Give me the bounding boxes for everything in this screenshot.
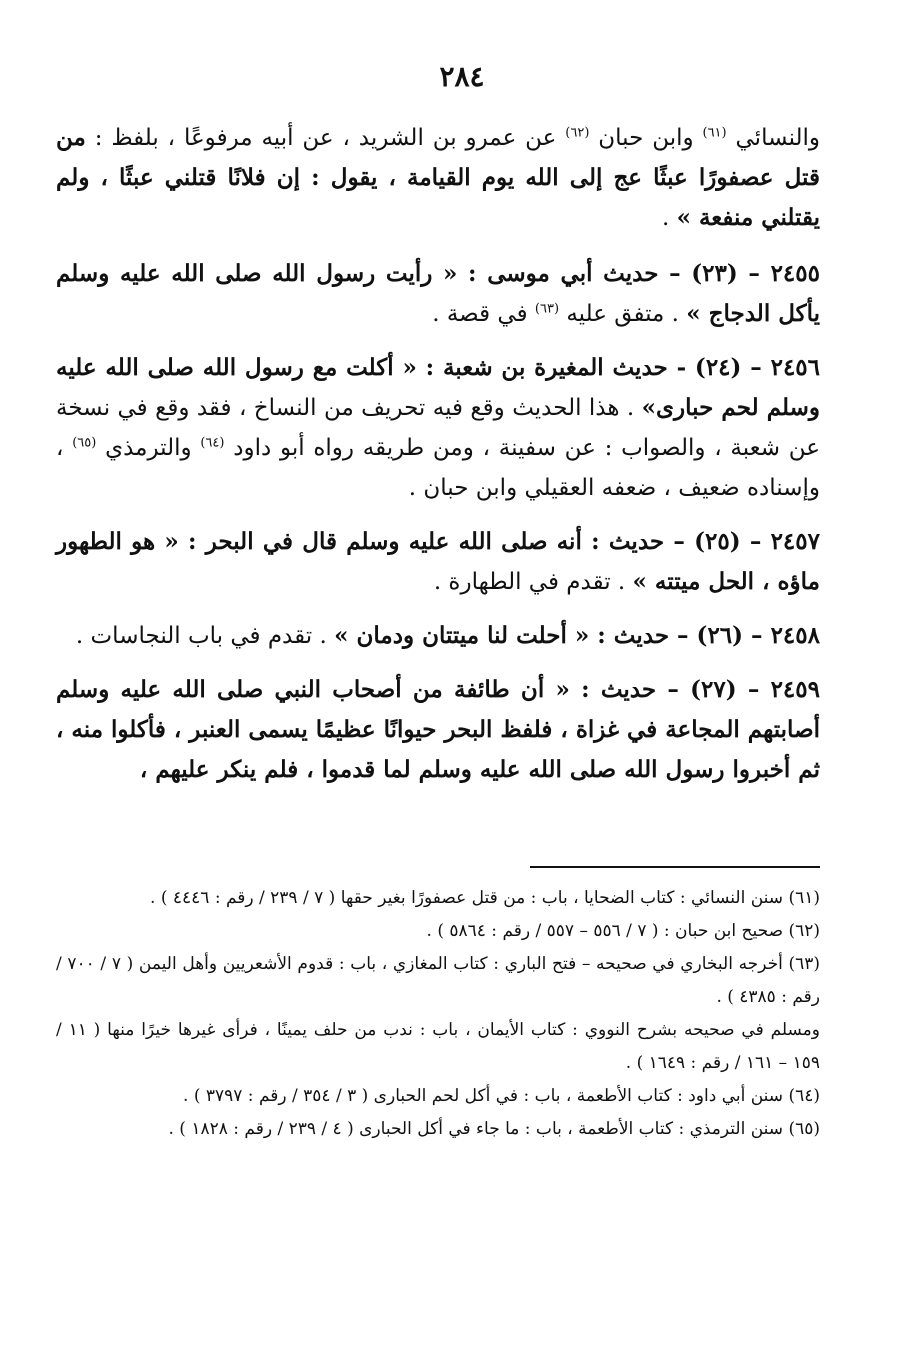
hadith-2456 [56, 348, 820, 508]
footnote-ref: (٦٢) [565, 125, 590, 141]
footnote-64: (٦٤) سنن أبي داود : كتاب الأطعمة ، باب : في أكل لحم الحبارى ( ٣ / ٣٥٤ / رقم : ٣٧٩٧ ) . [183, 1086, 820, 1106]
footnote-62: (٦٢) صحيح ابن حبان : ( ٧ / ٥٥٦ – ٥٥٧ / رقم : ٥٨٦٤ ) . [426, 921, 820, 941]
footnote-61: (٦١) سنن النسائي : كتاب الضحايا ، باب : من قتل عصفورًا بغير حقها ( ٧ / ٢٣٩ / رقم : ٤٤٤٦ ) . [150, 888, 820, 908]
hadith-text: ٢٤٥٦ – (٢٤) - حديث المغيرة بن شعبة : « أكلت مع رسول الله صلى الله عليه وسلم لحم حبارى» [56, 354, 821, 421]
hadith-text: ٢٤٥٩ – (٢٧) – حديث : « أن طائفة من أصحاب النبي صلى الله عليه وسلم أصابتهم المجاعة في غزاة ، فلفظ البحر حيوانًا عظيمًا يسمى العنبر ، فأكلوا منه ، ثم أخبروا رسول الله صلى الله عليه وسلم لما قدموا ، فلم ينكر عليهم ، [56, 676, 820, 783]
footnote-65: (٦٥) سنن الترمذي : كتاب الأطعمة ، باب : ما جاء في أكل الحبارى ( ٤ / ٢٣٩ / رقم : ١٨٢٨ ) . [168, 1119, 820, 1139]
footnotes [56, 882, 820, 1146]
footnote-63-continued: ومسلم في صحيحه بشرح النووي : كتاب الأيمان ، باب : ندب من حلف يمينًا ، فرأى غيرها خيرًا منها ( ١١ / ١٥٩ – ١٦١ / رقم : ١٦٤٩ ) . [56, 1020, 820, 1073]
text: . [661, 205, 670, 231]
hadith-2458 [56, 616, 820, 656]
hadith-2455 [56, 254, 820, 334]
hadith-text: من قتل عصفورًا عبثًا عج إلى الله يوم القيامة ، يقول : إن فلانًا قتلني عبثًا ، ولم يقتلني منفعة » [56, 124, 820, 231]
text: . تقدم في باب النجاسات . [75, 623, 327, 649]
text: . هذا الحديث وقع فيه تحريف من النساخ ، فقد وقع في نسخة عن شعبة ، والصواب : عن سفينة ، ومن طريقه رواه أبو داود [56, 395, 820, 461]
text: وابن حبان [598, 125, 694, 151]
hadith-text: ٢٤٥٧ – (٢٥) – حديث : أنه صلى الله عليه وسلم قال في البحر : « هو الطهور ماؤه ، الحل ميتته » [56, 528, 820, 595]
text: . تقدم في الطهارة . [433, 569, 626, 595]
hadith-2457 [56, 522, 820, 602]
hadith-text: ٢٤٥٨ – (٢٦) – حديث : « أحلت لنا ميتتان ودمان » [334, 622, 820, 649]
footnote-ref: (٦١) [702, 125, 727, 141]
footnote-divider [530, 866, 820, 868]
text: ، وإسناده ضعيف ، ضعفه العقيلي وابن حبان . [56, 435, 820, 501]
text: . متفق عليه [566, 301, 679, 327]
text: في قصة . [432, 301, 528, 327]
text: والنسائي [735, 125, 821, 151]
page-number: ٢٨٤ [439, 60, 485, 93]
text: والترمذي [105, 435, 192, 461]
footnote-ref: (٦٥) [72, 435, 97, 451]
main-text [56, 118, 820, 804]
paragraph-intro [56, 118, 820, 238]
text: عن عمرو بن الشريد ، عن أبيه مرفوعًا ، بلفظ : [94, 125, 557, 151]
footnote-ref: (٦٣) [534, 301, 560, 317]
hadith-text: ٢٤٥٥ – (٢٣) – حديث أبي موسى : « رأيت رسول الله صلى الله عليه وسلم يأكل الدجاج » [56, 260, 820, 327]
footnote-63: (٦٣) أخرجه البخاري في صحيحه – فتح الباري : كتاب المغازي ، باب : قدوم الأشعريين وأهل اليمن ( ٧ / ٧٠٠ / رقم : ٤٣٨٥ ) . [56, 954, 820, 1007]
hadith-2459 [56, 670, 820, 790]
footnote-ref: (٦٤) [200, 435, 225, 451]
